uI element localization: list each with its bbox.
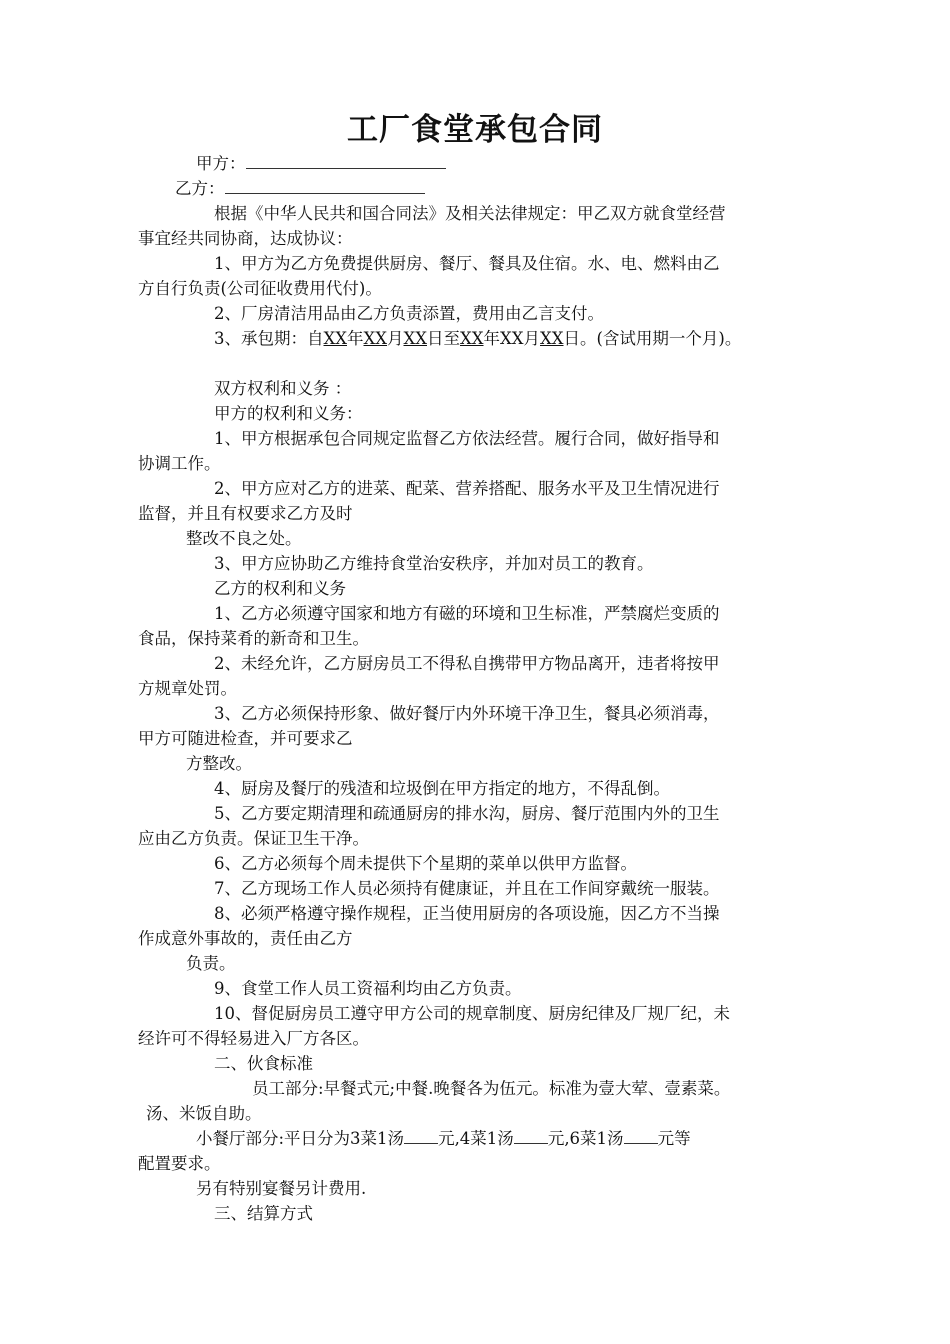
- party-b-blank[interactable]: [225, 179, 425, 194]
- b6-line: 6、乙方必须每个周未提供下个星期的菜单以供甲方监督。: [214, 854, 637, 873]
- small-hall-line-2: 配置要求。: [138, 1154, 221, 1173]
- b3-line-3: 方整改。: [186, 754, 252, 773]
- clause1-line-1: 1、甲方为乙方免费提供厨房、餐厅、餐具及住宿。水、电、燃料由乙: [214, 254, 720, 273]
- staff-line-1: 员工部分:早餐式元;中餐.晚餐各为伍元。标准为壹大荤、壹素菜。: [252, 1079, 731, 1098]
- a1-line-2: 协调工作。: [138, 454, 221, 473]
- clause3-line: [214, 328, 741, 350]
- price-blank[interactable]: [514, 1129, 548, 1144]
- party-b-rights-heading: 乙方的权利和义务: [214, 579, 346, 598]
- b5-line-2: 应由乙方负责。保证卫生干净。: [138, 829, 369, 848]
- small-hall-text: 元等: [657, 1129, 691, 1148]
- clause2-line: 2、厂房清洁用品由乙方负责添置，费用由乙言支付。: [214, 304, 604, 323]
- small-hall-text: 元,4菜1汤: [438, 1129, 514, 1148]
- section3-heading: 三、结算方式: [214, 1204, 313, 1223]
- b10-line-2: 经许可不得轻易进入厂方各区。: [138, 1029, 369, 1048]
- b10-line-1: 10、督促厨房员工遵守甲方公司的规章制度、厨房纪律及厂规厂纪，未: [214, 1004, 730, 1023]
- b9-line: 9、食堂工作人员工资福利均由乙方负责。: [214, 979, 522, 998]
- party-a-line: [196, 153, 446, 175]
- clause3-text: 3、承包期：自: [214, 329, 324, 348]
- clause3-xx: XX: [363, 329, 387, 348]
- clause3-text: 日。(含试用期一个月)。: [563, 329, 742, 348]
- staff-line-2: 汤、米饭自助。: [146, 1104, 262, 1123]
- clause3-text: 年: [347, 329, 364, 348]
- rights-heading: 双方权利和义务 ：: [214, 379, 352, 398]
- clause3-xx: XX: [540, 329, 564, 348]
- party-b-line: [175, 178, 425, 200]
- clause3-xx: XX: [323, 329, 347, 348]
- b4-line: 4、厨房及餐厅的残渣和垃圾倒在甲方指定的地方，不得乱倒。: [214, 779, 670, 798]
- a2-line-1: 2、甲方应对乙方的进菜、配菜、营养搭配、服务水平及卫生情况进行: [214, 479, 720, 498]
- small-hall-text: 小餐厅部分:平日分为3菜1汤: [196, 1129, 405, 1148]
- b8-line-1: 8、必须严格遵守操作规程，正当使用厨房的各项设施，因乙方不当操: [214, 904, 720, 923]
- a3-line: 3、甲方应协助乙方维持食堂治安秩序，并加对员工的教育。: [214, 554, 654, 573]
- price-blank[interactable]: [404, 1129, 438, 1144]
- small-hall-text: 元,6菜1汤: [547, 1129, 624, 1148]
- b1-line-2: 食品，保持菜肴的新奇和卫生。: [138, 629, 369, 648]
- party-b-label: 乙方：: [175, 179, 225, 198]
- price-blank[interactable]: [624, 1129, 658, 1144]
- banquet-line: 另有特别宴餐另计费用.: [196, 1179, 367, 1198]
- b8-line-2: 作成意外事故的，责任由乙方: [138, 929, 353, 948]
- b3-line-2: 甲方可随进检查，并可要求乙: [138, 729, 353, 748]
- b3-line-1: 3、乙方必须保持形象、做好餐厅内外环境干净卫生，餐具必须消毒，: [214, 704, 720, 723]
- section2-heading: 二、伙食标准: [214, 1054, 313, 1073]
- b2-line-2: 方规章处罚。: [138, 679, 237, 698]
- b2-line-1: 2、未经允许，乙方厨房员工不得私自携带甲方物品离开，违者将按甲: [214, 654, 720, 673]
- clause3-xx: XX: [403, 329, 427, 348]
- intro-line-1: 根据《中华人民共和国合同法》及相关法律规定：甲乙双方就食堂经营: [214, 204, 726, 223]
- b1-line-1: 1、乙方必须遵守国家和地方有磁的环境和卫生标准，严禁腐烂变质的: [214, 604, 720, 623]
- b5-line-1: 5、乙方要定期清理和疏通厨房的排水沟，厨房、餐厅范围内外的卫生: [214, 804, 720, 823]
- a2-line-2: 监督，并且有权要求乙方及时: [138, 504, 353, 523]
- b7-line: 7、乙方现场工作人员必须持有健康证，并且在工作间穿戴统一服装。: [214, 879, 720, 898]
- clause1-line-2: 方自行负责(公司征收费用代付)。: [138, 279, 382, 298]
- b8-line-3: 负责。: [186, 954, 236, 973]
- intro-line-2: 事宜经共同协商，达成协议：: [138, 229, 353, 248]
- party-a-blank[interactable]: [246, 154, 446, 169]
- small-hall-line-1: [196, 1128, 691, 1150]
- clause3-xx: XX: [460, 329, 484, 348]
- clause3-text: 月: [387, 329, 404, 348]
- a1-line-1: 1、甲方根据承包合同规定监督乙方依法经营。履行合同，做好指导和: [214, 429, 720, 448]
- clause3-text: 年XX月: [483, 329, 540, 348]
- party-a-label: 甲方：: [196, 154, 246, 173]
- clause3-text: 日至: [427, 329, 460, 348]
- party-a-rights-heading: 甲方的权利和义务：: [214, 404, 363, 423]
- document-title: 工厂食堂承包合同: [347, 112, 603, 148]
- a2-line-3: 整改不良之处。: [186, 529, 302, 548]
